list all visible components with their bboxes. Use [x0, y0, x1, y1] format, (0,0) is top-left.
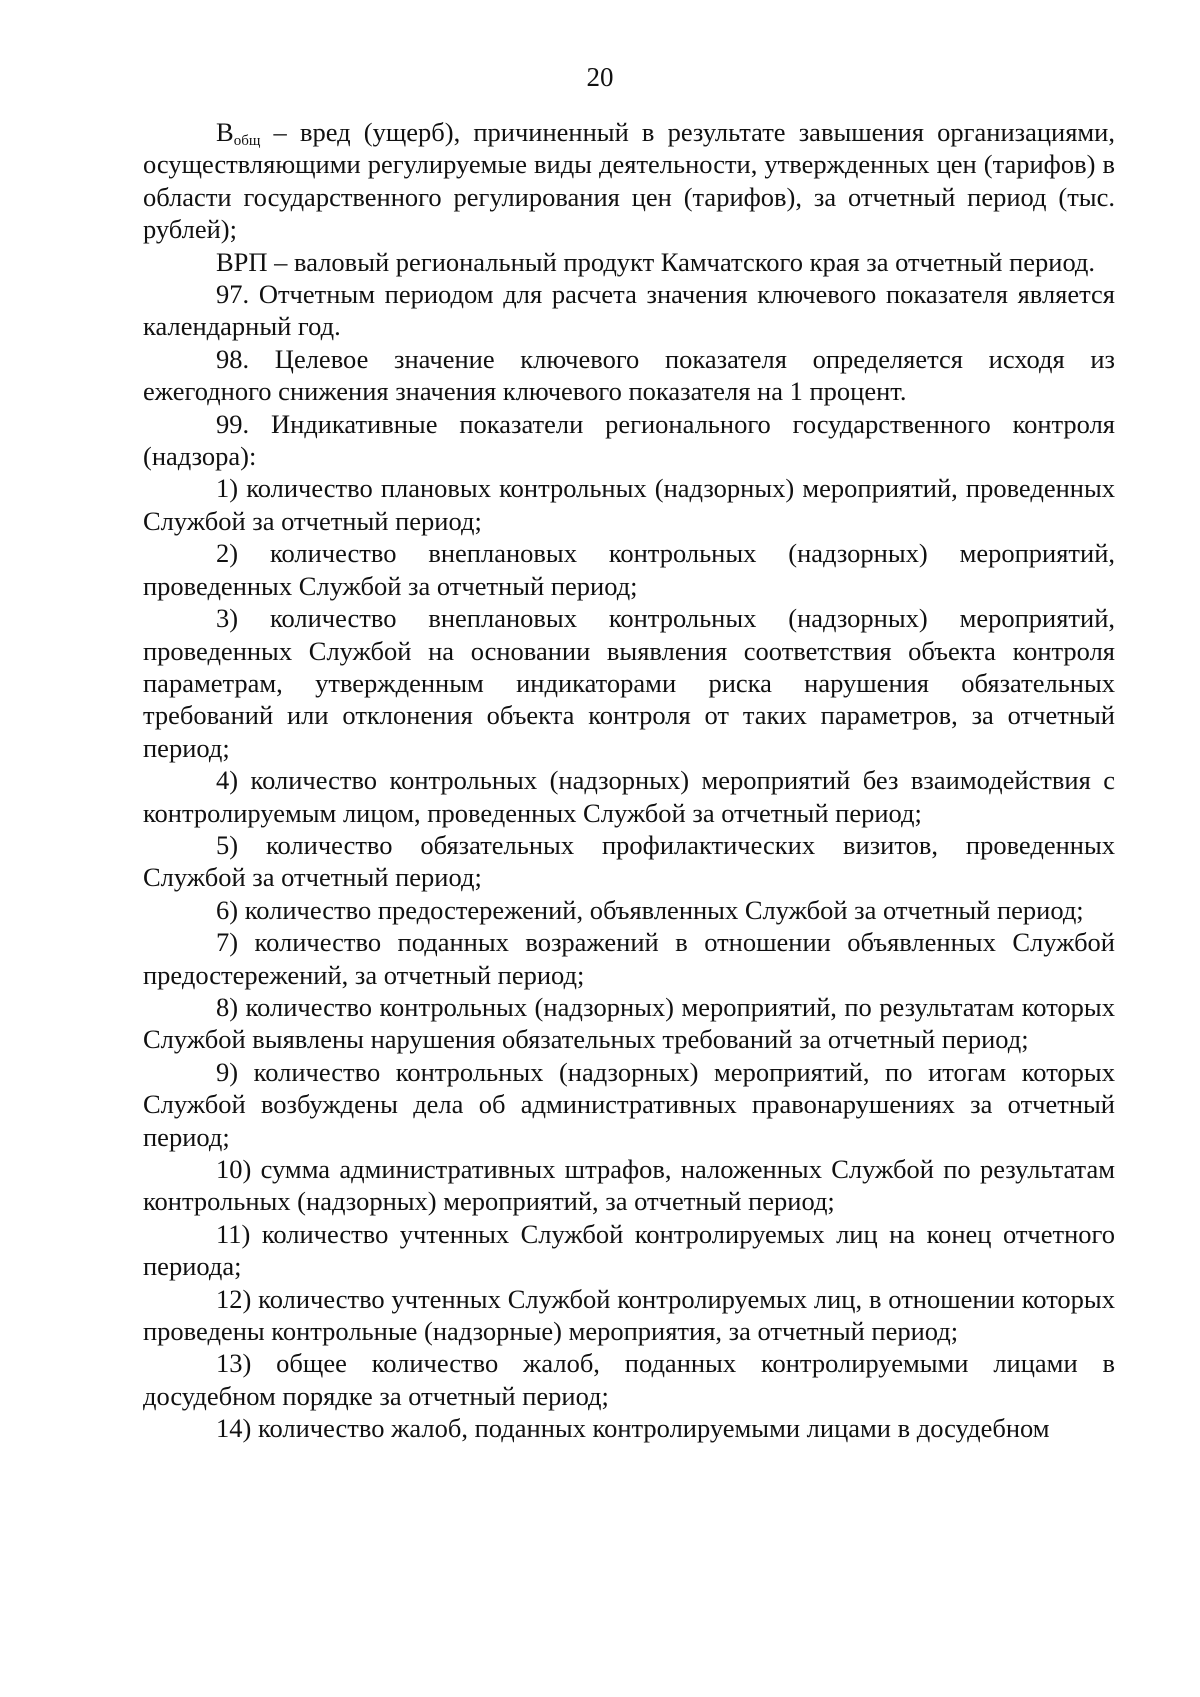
list-item-9: 9) количество контрольных (надзорных) мероприятий, по итогам которых Службой возбуждены дела об административных правонарушениях за отчетный период;	[143, 1056, 1115, 1152]
page-number: 20	[586, 62, 614, 92]
list-item-10: 10) сумма административных штрафов, наложенных Службой по результатам контрольных (надзорных) мероприятий, за отчетный период;	[143, 1154, 1115, 1217]
variable-symbol: В	[216, 117, 234, 147]
list-item-7: 7) количество поданных возражений в отношении объявленных Службой предостережений, за отчетный период;	[143, 927, 1115, 990]
list-item-6: 6) количество предостережений, объявленных Службой за отчетный период;	[216, 894, 1084, 925]
list-item-14: 14) количество жалоб, поданных контролируемыми лицами в досудебном	[216, 1413, 1050, 1444]
list-item-5: 5) количество обязательных профилактических визитов, проведенных Службой за отчетный период;	[143, 829, 1115, 893]
paragraph-97: 97. Отчетным периодом для расчета значения ключевого показателя является календарный год.	[143, 279, 1115, 342]
list-item-12: 12) количество учтенных Службой контролируемых лиц, в отношении которых проведены контрольные (надзорные) мероприятия, за отчетный период;	[143, 1283, 1115, 1347]
paragraph-99: 99. Индикативные показатели регионального государственного контроля (надзора):	[143, 408, 1115, 472]
document-body	[143, 116, 1115, 1445]
list-item-4: 4) количество контрольных (надзорных) мероприятий без взаимодействия с контролируемым лицом, проведенных Службой за отчетный период;	[143, 765, 1115, 828]
list-item-11: 11) количество учтенных Службой контролируемых лиц на конец отчетного периода;	[143, 1218, 1115, 1282]
paragraph-grp-definition: ВРП – валовый региональный продукт Камчатского края за отчетный период.	[216, 246, 1096, 277]
list-item-13: 13) общее количество жалоб, поданных контролируемыми лицами в досудебном порядке за отчетный период;	[143, 1348, 1115, 1411]
list-item-1: 1) количество плановых контрольных (надзорных) мероприятий, проведенных Службой за отчетный период;	[143, 473, 1115, 536]
list-item-2: 2) количество внеплановых контрольных (надзорных) мероприятий, проведенных Службой за отчетный период;	[143, 538, 1115, 601]
paragraph-damage-definition	[143, 116, 1115, 246]
variable-subscript: общ	[233, 133, 261, 149]
paragraph-98: 98. Целевое значение ключевого показателя определяется исходя из ежегодного снижения значения ключевого показателя на 1 процент.	[143, 343, 1115, 407]
paragraph-text: – вред (ущерб), причиненный в результате завышения организациями, осуществляющими регулируемые виды деятельности, утвержденных цен (тарифов) в области государственного регулирования цен (тарифов), за отчетный период (тыс. рублей);	[143, 117, 1115, 245]
list-item-3: 3) количество внеплановых контрольных (надзорных) мероприятий, проведенных Службой на основании выявления соответствия объекта контроля параметрам, утвержденным индикаторами риска нарушения обязательных требований или отклонения объекта контроля от таких параметров, за отчетный период;	[143, 603, 1115, 763]
list-item-8: 8) количество контрольных (надзорных) мероприятий, по результатам которых Службой выявлены нарушения обязательных требований за отчетный период;	[143, 991, 1115, 1055]
